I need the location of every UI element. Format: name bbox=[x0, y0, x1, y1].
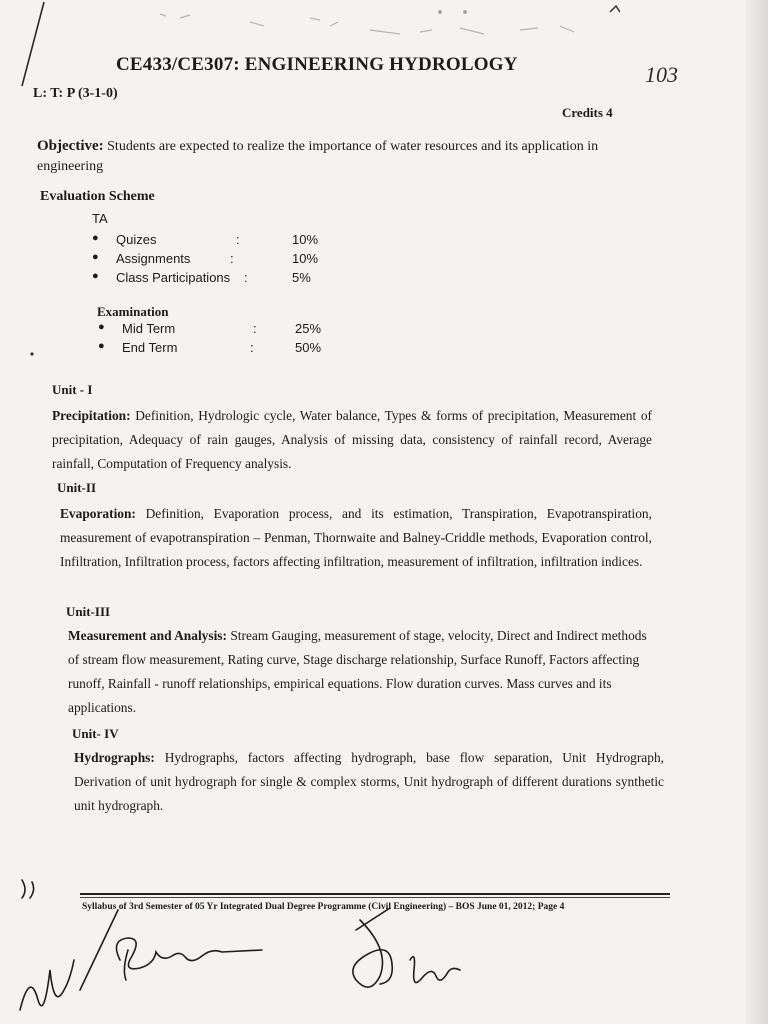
unit-2-heading: Unit-II bbox=[57, 480, 97, 495]
ltp-hours: L: T: P (3-1-0) bbox=[33, 86, 118, 101]
unit-4-topic: Hydrographs: bbox=[74, 750, 155, 765]
course-title: CE433/CE307: ENGINEERING HYDROLOGY bbox=[116, 54, 518, 75]
stray-dot bbox=[28, 350, 36, 358]
bullet-icon: ● bbox=[92, 251, 99, 263]
unit-3-text: Stream Gauging, measurement of stage, velocity, Direct and Indirect methods of stream flow measurement, Rating curve, Stage discharge relationship, Surface Runoff, Factors affecting runoff, Rainfall - runoff relationships, empirical equations. Flow duration curves. Mass curves and its applications. bbox=[68, 628, 647, 715]
page-edge-shadow bbox=[746, 0, 768, 1024]
footer-text: Syllabus of 3rd Semester of 05 Yr Integrated Dual Degree Programme (Civil Engineering) – BOS June 01, 2012; Page 4 bbox=[82, 902, 565, 912]
unit-1-body bbox=[52, 404, 652, 476]
evaluation-heading: Evaluation Scheme bbox=[40, 189, 155, 204]
unit-2-topic: Evaporation: bbox=[60, 506, 136, 521]
bullet-icon: ● bbox=[92, 270, 99, 282]
bullet-icon: ● bbox=[98, 340, 105, 352]
objective-text: Students are expected to realize the importance of water resources and its application in engineering bbox=[37, 139, 599, 174]
ta-label: TA bbox=[92, 211, 108, 226]
objective-label: Objective: bbox=[37, 138, 104, 154]
unit-2-text: Definition, Evaporation process, and its estimation, Transpiration, Evapotranspiration, measurement of evapotranspiration – Penman, Thornwaite and Balney-Criddle methods, Evaporation control, Infiltration, Infiltration process, factors affecting infiltration, measurement of infiltration, infiltration indices. bbox=[60, 506, 652, 569]
unit-1-topic: Precipitation: bbox=[52, 408, 131, 423]
unit-3-topic: Measurement and Analysis: bbox=[68, 628, 227, 643]
bleed-through-marks bbox=[140, 0, 620, 40]
pen-slash-mark bbox=[14, 0, 54, 100]
signature-right bbox=[340, 900, 480, 1010]
bullet-icon: ● bbox=[98, 321, 105, 333]
unit-4-body bbox=[74, 746, 664, 818]
scanned-page: CE433/CE307: ENGINEERING HYDROLOGY L: T: P (3-1-0) Credits 4 103 Objective: Students are expected to realize the importance of water resources and its application in engineering Evaluation Scheme TA ● Quizes : 10% ● Assignments : 10% ● Class Participations : 5% Examination ● Mid Term : 25% ● End Term : 50% Unit - I Precipitation: Definition, Hydrologic cycle, Water balance, Types & forms of precipitation, Measurement of precipitation, Adequacy of rain gauges, Analysis of missing data, consistency of rainfall record, Average rainfall, Computation of Frequency analysis. Unit-II Evaporation: Definition, Evaporation process, and its estimation, Transpiration, Evapotranspiration, measurement of evapotranspiration – Penman, Thornwaite and Balney-Criddle methods, Evaporation control, Infiltration, Infiltration process, factors affecting infiltration, measurement of infiltration, infiltration indices. Unit-III Measurement and Analysis: Stream Gauging, measurement of stage, velocity, Direct and Indirect methods of stream flow measurement, Rating curve, Stage discharge relationship, Surface Runoff, Factors affecting runoff, Rainfall - runoff relationships, empirical equations. Flow duration curves. Mass curves and its applications. Unit- IV Hydrographs: Hydrographs, factors affecting hydrograph, base flow separation, Unit Hydrograph, Derivation of unit hydrograph for single & complex storms, Unit hydrograph of different durations synthetic unit hydrograph. Syllabus of 3rd Semester of 05 Yr Integrated Dual Degree Programme (Civil Engineering) – BOS June 01, 2012; Page 4 bbox=[0, 0, 768, 1024]
unit-2-body bbox=[60, 502, 652, 574]
handwritten-page-number: 103 bbox=[645, 62, 678, 87]
unit-4-heading: Unit- IV bbox=[72, 726, 119, 741]
unit-1-heading: Unit - I bbox=[52, 382, 93, 397]
unit-4-text: Hydrographs, factors affecting hydrograph, base flow separation, Unit Hydrograph, Derivation of unit hydrograph for single & complex storms, Unit hydrograph of different durations synthetic unit hydrograph. bbox=[74, 750, 664, 813]
objective-paragraph bbox=[37, 136, 647, 177]
credits: Credits 4 bbox=[562, 105, 613, 120]
unit-3-body bbox=[68, 624, 652, 720]
unit-3-heading: Unit-III bbox=[66, 604, 111, 619]
bullet-icon: ● bbox=[92, 232, 99, 244]
unit-1-text: Definition, Hydrologic cycle, Water balance, Types & forms of precipitation, Measurement of precipitation, Adequacy of rain gauges, Analysis of missing data, consistency of rainfall record, Average rainfall, Computation of Frequency analysis. bbox=[52, 408, 652, 471]
examination-label: Examination bbox=[97, 304, 169, 319]
signature-left bbox=[10, 870, 340, 1020]
